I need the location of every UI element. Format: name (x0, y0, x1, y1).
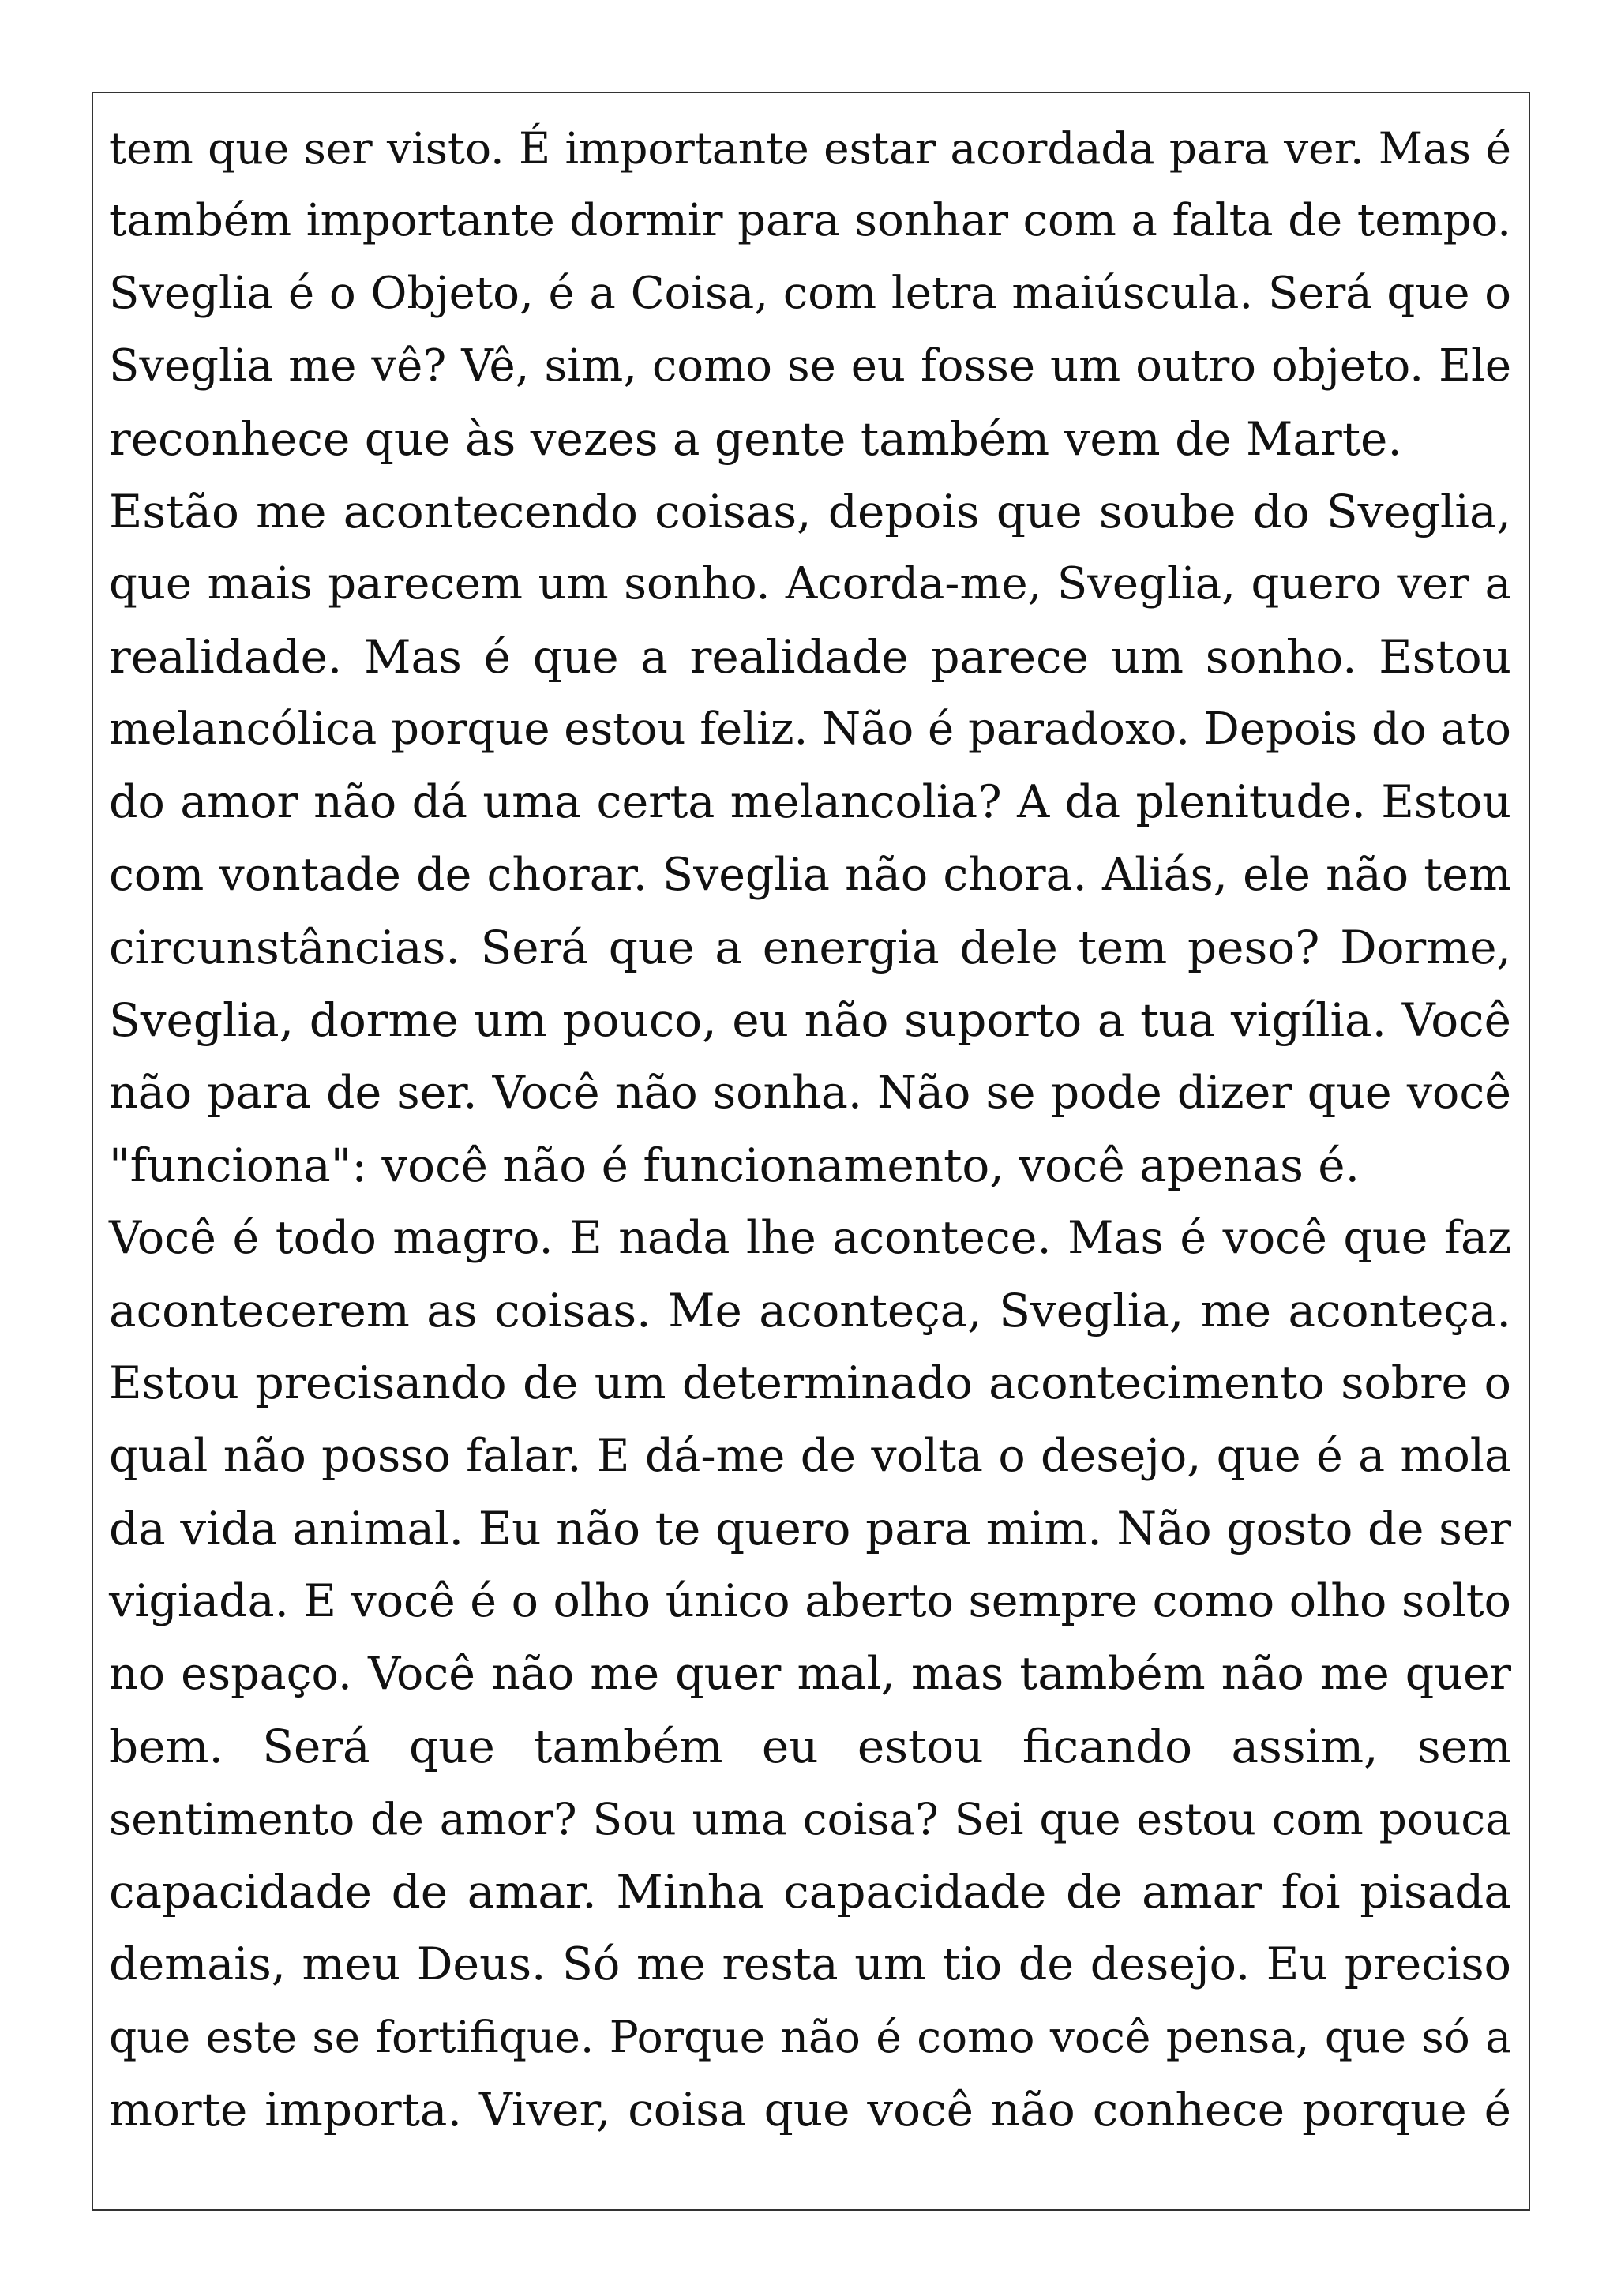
text-line: Sveglia é o Objeto, é a Coisa, com letra maiúscula. Será que o (109, 268, 1511, 319)
text-line: vigiada. E você é o olho único aberto sempre como olho solto (109, 1575, 1511, 1627)
text-line: tem que ser visto. É importante estar acordada para ver. Mas é (109, 123, 1511, 174)
text-line: do amor não dá uma certa melancolia? A da plenitude. Estou (109, 776, 1511, 828)
text-line: Sveglia, dorme um pouco, eu não suporto a tua vigília. Você (109, 993, 1511, 1047)
text-line: demais, meu Deus. Só me resta um tio de desejo. Eu preciso (109, 1938, 1511, 1990)
text-line: no espaço. Você não me quer mal, mas também não me quer (109, 1648, 1511, 1700)
text-line: com vontade de chorar. Sveglia não chora. Aliás, ele não tem (109, 849, 1511, 901)
text-line: realidade. Mas é que a realidade parece um sonho. Estou (109, 630, 1511, 684)
text-line: sentimento de amor? Sou uma coisa? Sei que estou com pouca (109, 1794, 1511, 1844)
text-line: que mais parecem um sonho. Acorda-me, Sveglia, quero ver a (109, 558, 1511, 610)
document-body-text (109, 112, 1511, 2146)
text-line: qual não posso falar. E dá-me de volta o desejo, que é a mola (109, 1430, 1511, 1482)
text-line: bem. Será que também eu estou ficando assim, sem (109, 1720, 1511, 1773)
text-line: não para de ser. Você não sonha. Não se pode dizer que você (109, 1067, 1511, 1119)
text-line: capacidade de amar. Minha capacidade de amar foi pisada (109, 1865, 1511, 1919)
text-line: também importante dormir para sonhar com a falta de tempo. (109, 195, 1511, 246)
text-line: reconhece que às vezes a gente também vem de Marte. (109, 412, 1402, 466)
text-line: "funciona": você não é funcionamento, você apenas é. (109, 1139, 1360, 1192)
text-line: acontecerem as coisas. Me aconteça, Sveglia, me aconteça. (109, 1284, 1511, 1337)
text-line: Estou precisando de um determinado acontecimento sobre o (109, 1357, 1511, 1409)
text-line: que este se fortifique. Porque não é como você pensa, que só a (109, 2012, 1511, 2062)
text-line: Sveglia me vê? Vê, sim, como se eu fosse um outro objeto. Ele (109, 340, 1511, 392)
text-line: circunstâncias. Será que a energia dele tem peso? Dorme, (109, 921, 1511, 974)
text-line: melancólica porque estou feliz. Não é paradoxo. Depois do ato (109, 703, 1511, 755)
text-line: morte importa. Viver, coisa que você não conhece porque é (109, 2083, 1511, 2137)
text-line: da vida animal. Eu não te quero para mim. Não gosto de ser (109, 1502, 1511, 1555)
text-line: Você é todo magro. E nada lhe acontece. Mas é você que faz (109, 1212, 1511, 1264)
text-line: Estão me acontecendo coisas, depois que soube do Sveglia, (109, 485, 1511, 538)
